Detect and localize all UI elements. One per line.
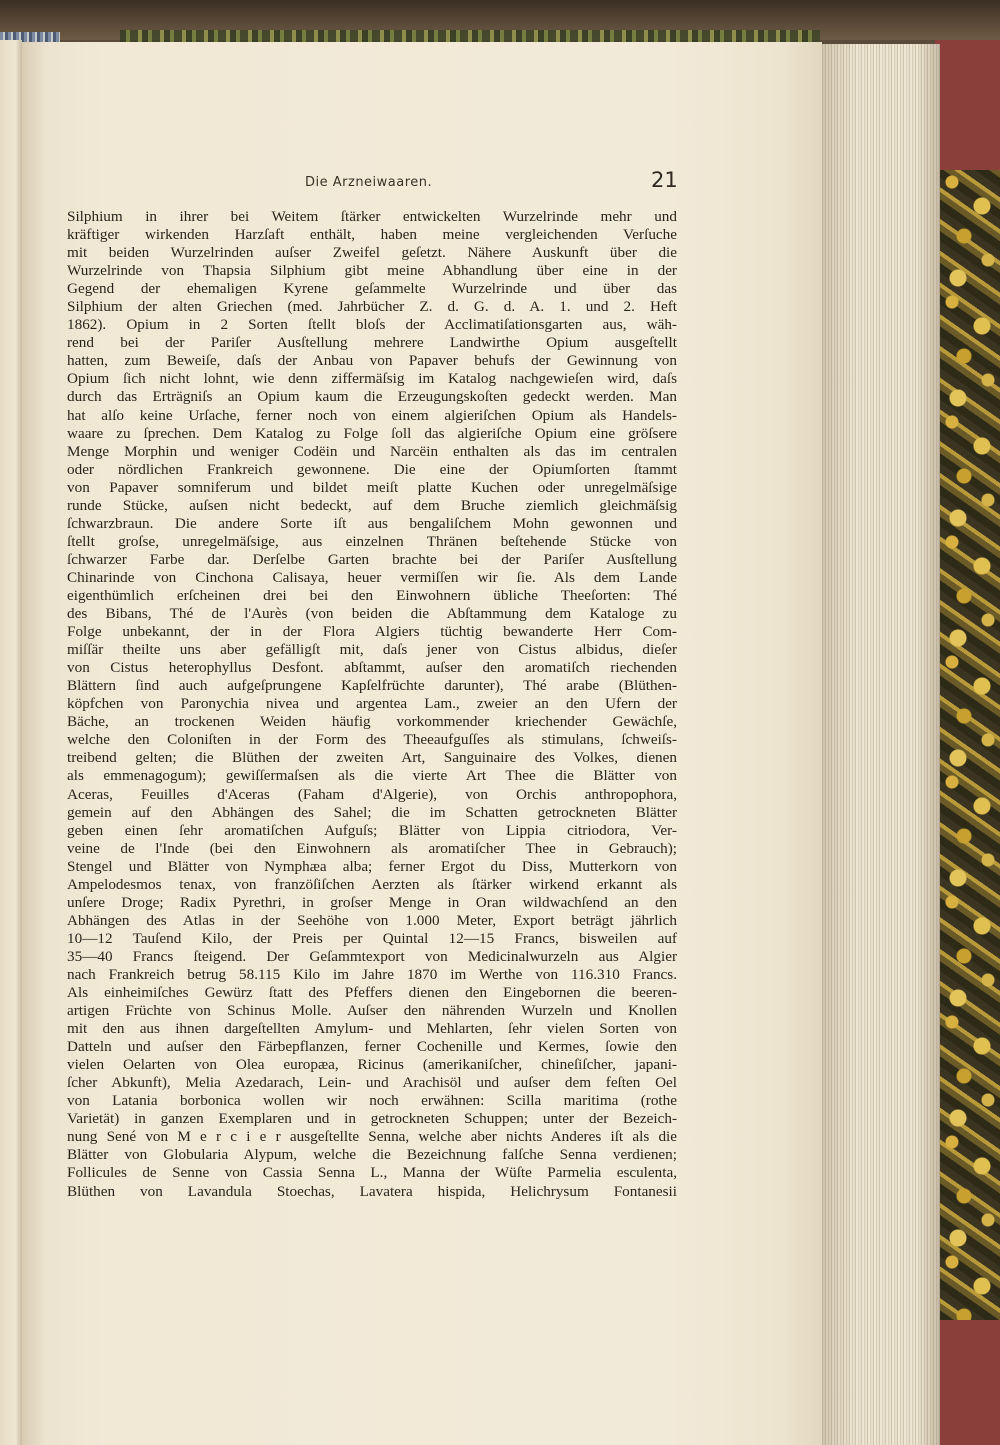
body-text — [67, 208, 677, 1201]
text-line: kräftiger wirkenden Harzſaft enthält, haben meine vergleichenden Verſuche — [67, 226, 677, 244]
text-line: des Bibans, Thé de l'Aurès (von beiden die Abſtammung dem Kataloge zu — [67, 605, 677, 623]
text-line: geben einen ſehr aromatiſchen Aufguſs; Blätter von Lippia citriodora, Ver- — [67, 821, 677, 839]
text-line: als emmenagogum); gewiſſermaſsen als die vierte Art Thee die Blätter von — [67, 767, 677, 785]
text-line: Menge Morphin und weniger Codëin und Narcëin enthalten als das im centralen — [67, 442, 677, 460]
text-line: durch das Erträgniſs an Opium kaum die Erzeugungskoſten gedeckt werden. Man — [67, 388, 677, 406]
text-line: nach Frankreich betrug 58.115 Kilo im Jahre 1870 im Werthe von 116.310 Francs. — [67, 965, 677, 983]
text-line: nung Sené von M e r c i e r ausgeſtellte Senna, welche aber nichts Anderes iſt als die — [67, 1128, 677, 1146]
text-line: mit den aus ihnen dargeſtellten Amylum- und Mehlarten, ſehr vielen Sorten von — [67, 1020, 677, 1038]
text-line: Follicules de Senne von Cassia Senna L., Manna der Wüſte Parmelia esculenta, — [67, 1164, 677, 1182]
text-line: Silphium in ihrer bei Weitem ſtärker entwickelten Wurzelrinde mehr und — [67, 208, 677, 225]
text-line: 10—12 Tauſend Kilo, der Preis per Quintal 12—15 Francs, bisweilen auf — [67, 929, 677, 947]
text-line: Silphium der alten Griechen (med. Jahrbücher Z. d. G. d. A. 1. und 2. Heft — [67, 298, 677, 316]
text-line: Bäche, an trockenen Weiden häufig vorkommender kriechender Gewächſe, — [67, 713, 677, 731]
text-line: 1862). Opium in 2 Sorten ſtellt bloſs der Acclimatiſationsgarten aus, wäh- — [67, 316, 677, 334]
text-line: Folge unbekannt, der in der Flora Algiers tüchtig bewanderte Herr Com- — [67, 623, 677, 641]
text-line: Varietät) in ganzen Exemplaren und in getrockneten Schuppen; unter der Bezeich- — [67, 1110, 677, 1128]
running-title: Die Arzneiwaaren. — [305, 175, 433, 190]
text-line: unſere Droge; Radix Pyrethri, in groſser Menge in Oran wildwachſend an den — [67, 893, 677, 911]
text-line: Blättern ſind auch aufgeſprungene Kapſelfrüchte darunter), Thé arabe (Blüthen- — [67, 677, 677, 695]
marbled-cover — [940, 170, 1000, 1320]
text-line: eigenthümlich erſcheinen drei bei den Einwohnern übliche Theeſorten: Thé — [67, 586, 677, 604]
text-line: ſcher Abkunft), Melia Azedarach, Lein- und Arachisöl und auſser dem feſten Oel — [67, 1074, 677, 1092]
text-line: Abhängen des Atlas in der Seehöhe von 1.000 Meter, Export beträgt jährlich — [67, 911, 677, 929]
text-line: Als einheimiſches Gewürz ſtatt des Pfeffers dienen den Eingebornen die beeren- — [67, 984, 677, 1002]
text-line: 35—40 Francs ſteigend. Der Geſammtexport von Medicinalwurzeln aus Algier — [67, 947, 677, 965]
text-line: Ampelodesmos tenax, von franzöſiſchen Aerzten als ſtärker wirkend erkannt als — [67, 875, 677, 893]
text-line: ſtellt groſse, unregelmäſsige, aus einzelnen Thränen beſtehende Stücke von — [67, 532, 677, 550]
text-line: Gegend der ehemaligen Kyrene geſammelte Wurzelrinde und über das — [67, 280, 677, 298]
text-line: veine de l'Inde (bei den Einwohnern als aromatiſcher Thee in Gebrauch); — [67, 839, 677, 857]
text-line: vielen Oelarten von Olea europæa, Ricinus (amerikaniſcher, chineſiſcher, japani- — [67, 1056, 677, 1074]
text-line: gemein auf den Abhängen des Sahel; die im Schatten getrockneten Blätter — [67, 803, 677, 821]
text-line: mit beiden Wurzelrinden auſser Zweifel geſetzt. Nähere Auskunft über die — [67, 244, 677, 262]
text-line: miſſär theilte uns aber gefälligſt mit, daſs jener von Cistus albidus, dieſer — [67, 641, 677, 659]
text-line: von Papaver somniferum und bildet meiſt platte Kuchen oder unregelmäſsige — [67, 478, 677, 496]
text-line: ſchwarzer Farbe dar. Derſelbe Garten brachte bei der Pariſer Ausſtellung — [67, 550, 677, 568]
text-line: Datteln und auſser den Färbepflanzen, ferner Cochenille und Kermes, ſowie den — [67, 1038, 677, 1056]
text-line: oder nördlichen Frankreich gewonnene. Die eine der Opiumſorten ſtammt — [67, 460, 677, 478]
text-line: Aceras, Feuilles d'Aceras (Faham d'Algerie), von Orchis anthropophora, — [67, 785, 677, 803]
page-number: 21 — [651, 168, 678, 192]
text-line: treibend gelten; die Blüthen der zweiten Art, Sanguinaire des Volkes, dienen — [67, 749, 677, 767]
text-line: Opium ſich nicht lohnt, wie denn ziffermäſsig im Katalog nachgewieſen wird, daſs — [67, 370, 677, 388]
text-line: Wurzelrinde von Thapsia Silphium gibt meine Abhandlung über eine in der — [67, 262, 677, 280]
text-line: Blätter von Globularia Alypum, welche die Bezeichnung falſche Senna verdienen; — [67, 1146, 677, 1164]
text-line: runde Stücke, auſsen nicht bedeckt, auf dem Bruche ziemlich gleichmäſsig — [67, 496, 677, 514]
text-line: köpfchen von Paronychia nivea und argentea Lam., zweier an den Ufern der — [67, 695, 677, 713]
page-block-shadow — [820, 44, 940, 1445]
text-line: waare zu ſprechen. Dem Katalog zu Folge ſoll das algieriſche Opium eine gröſsere — [67, 424, 677, 442]
text-line: hatten, zum Beweiſe, daſs der Anbau von Papaver behufs der Gewinnung von — [67, 352, 677, 370]
text-line: rend bei der Pariſer Ausſtellung mehrere Landwirthe Opium ausgeſtellt — [67, 334, 677, 352]
text-line: von Cistus heterophyllus Desfont. abſtammt, auſser den aromatiſch riechenden — [67, 659, 677, 677]
text-line: Stengel und Blätter von Nymphæa alba; ferner Ergot du Diss, Mutterkorn von — [67, 857, 677, 875]
text-line: ſchwarzbraun. Die andere Sorte iſt aus bengaliſchem Mohn gewonnen und — [67, 514, 677, 532]
text-line: von Latania borbonica wollen wir noch erwähnen: Scilla maritima (rothe — [67, 1092, 677, 1110]
text-line: Chinarinde von Cinchona Calisaya, heuer vermiſſen wir ſie. Als dem Lande — [67, 568, 677, 586]
text-line: Blüthen von Lavandula Stoechas, Lavatera hispida, Helichrysum Fontanesii — [67, 1182, 677, 1200]
text-line: artigen Früchte von Schinus Molle. Auſser den nährenden Wurzeln und Knollen — [67, 1002, 677, 1020]
previous-page-edge — [0, 40, 22, 1445]
text-line: hat alſo keine Urſache, ferner noch von einem algieriſchen Opium als Handels- — [67, 406, 677, 424]
text-line: welche den Coloniſten in der Form des Theeaufguſſes als stimulans, ſchweiſs- — [67, 731, 677, 749]
